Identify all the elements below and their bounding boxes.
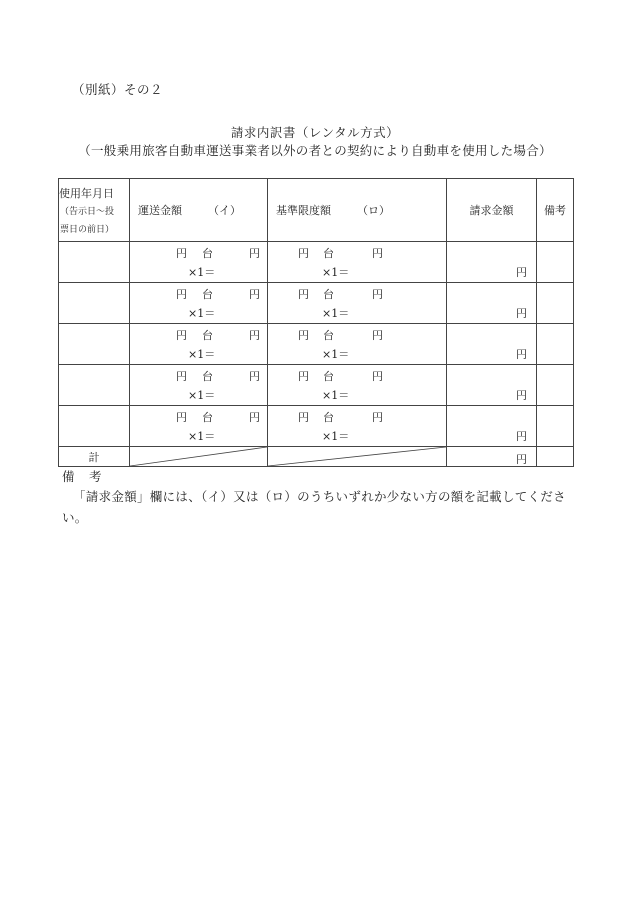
claim-amount-cell[interactable] [447,406,537,447]
vehicle-count-unit: 台 [323,247,334,260]
yen-unit: 円 [516,430,527,443]
yen-unit: 円 [176,370,187,383]
times-one-label: ×1＝ [188,430,216,443]
table-row [59,242,574,283]
header-transport-fee-mark: （イ） [208,204,241,217]
yen-unit: 円 [372,329,383,342]
times-one-label: ×1＝ [188,307,216,320]
yen-unit: 円 [298,288,309,301]
header-transport-fee [130,179,268,242]
yen-unit: 円 [372,370,383,383]
yen-unit: 円 [516,348,527,361]
transport-fee-cell[interactable] [130,406,268,447]
yen-unit: 円 [176,288,187,301]
base-limit-cell[interactable] [268,242,447,283]
yen-unit: 円 [516,266,527,279]
document-subtitle: （一般乗用旅客自動車運送事業者以外の者との契約により自動車を使用した場合） [78,143,552,158]
usage-date-cell[interactable] [59,283,130,324]
yen-unit: 円 [516,453,527,466]
table-row [59,283,574,324]
total-label: 計 [59,447,130,467]
table-row [59,406,574,447]
times-one-label: ×1＝ [188,266,216,279]
times-one-label: ×1＝ [322,389,350,402]
usage-date-cell[interactable] [59,365,130,406]
times-one-label: ×1＝ [322,348,350,361]
transport-fee-cell[interactable] [130,365,268,406]
header-remarks: 備考 [537,179,574,242]
yen-unit: 円 [298,370,309,383]
vehicle-count-unit: 台 [202,411,213,424]
remarks-cell[interactable] [537,365,574,406]
remarks-text: 「請求金額」欄には、（イ）又は（ロ）のうちいずれか少ない方の額を記載してください。 [62,489,566,525]
diagonal-slash [130,447,267,466]
transport-fee-cell[interactable] [130,242,268,283]
yen-unit: 円 [298,411,309,424]
base-limit-cell[interactable] [268,324,447,365]
remarks-cell[interactable] [537,283,574,324]
vehicle-count-unit: 台 [202,370,213,383]
claim-amount-cell[interactable] [447,324,537,365]
header-usage-date-line1: 使用年月日 [59,186,114,200]
remarks-heading: 備 考 [62,469,103,484]
yen-unit: 円 [249,329,260,342]
remarks-cell[interactable] [537,242,574,283]
vehicle-count-unit: 台 [323,288,334,301]
base-limit-cell[interactable] [268,406,447,447]
times-one-label: ×1＝ [188,348,216,361]
remarks-cell[interactable] [537,324,574,365]
base-limit-cell[interactable] [268,283,447,324]
times-one-label: ×1＝ [322,266,350,279]
yen-unit: 円 [516,389,527,402]
total-transport-fee-slashed [130,447,268,467]
claim-amount-cell[interactable] [447,365,537,406]
yen-unit: 円 [298,329,309,342]
transport-fee-cell[interactable] [130,324,268,365]
breakdown-table [58,178,574,467]
remarks-cell[interactable] [537,406,574,447]
yen-unit: 円 [372,288,383,301]
yen-unit: 円 [298,247,309,260]
vehicle-count-unit: 台 [202,247,213,260]
table-row [59,324,574,365]
yen-unit: 円 [249,370,260,383]
yen-unit: 円 [176,247,187,260]
header-claim-amount: 請求金額 [447,179,537,242]
header-usage-date [59,179,130,242]
header-usage-date-line2: （告示日～投 [60,206,115,217]
yen-unit: 円 [249,247,260,260]
claim-amount-cell[interactable] [447,242,537,283]
vehicle-count-unit: 台 [202,329,213,342]
table-header-row [59,179,574,242]
header-base-limit [268,179,447,242]
total-remarks-cell[interactable] [537,447,574,467]
yen-unit: 円 [249,288,260,301]
header-transport-fee-label: 運送金額 [138,204,182,217]
times-one-label: ×1＝ [322,307,350,320]
vehicle-count-unit: 台 [323,329,334,342]
usage-date-cell[interactable] [59,406,130,447]
vehicle-count-unit: 台 [202,288,213,301]
yen-unit: 円 [249,411,260,424]
header-base-limit-mark: （ロ） [357,204,390,217]
transport-fee-cell[interactable] [130,283,268,324]
total-claim-amount-cell[interactable] [447,447,537,467]
times-one-label: ×1＝ [322,430,350,443]
yen-unit: 円 [516,307,527,320]
yen-unit: 円 [372,247,383,260]
yen-unit: 円 [176,411,187,424]
total-base-limit-slashed [268,447,447,467]
times-one-label: ×1＝ [188,389,216,402]
document-title: 請求内訳書（レンタル方式） [230,125,400,140]
annex-label: （別紙）その２ [72,82,164,97]
vehicle-count-unit: 台 [323,411,334,424]
header-usage-date-line3: 票日の前日） [60,224,115,235]
diagonal-slash [268,447,446,466]
base-limit-cell[interactable] [268,365,447,406]
total-row [59,447,574,467]
yen-unit: 円 [372,411,383,424]
usage-date-cell[interactable] [59,324,130,365]
vehicle-count-unit: 台 [323,370,334,383]
header-base-limit-label: 基準限度額 [276,204,331,217]
table-row [59,365,574,406]
claim-amount-cell[interactable] [447,283,537,324]
usage-date-cell[interactable] [59,242,130,283]
yen-unit: 円 [176,329,187,342]
